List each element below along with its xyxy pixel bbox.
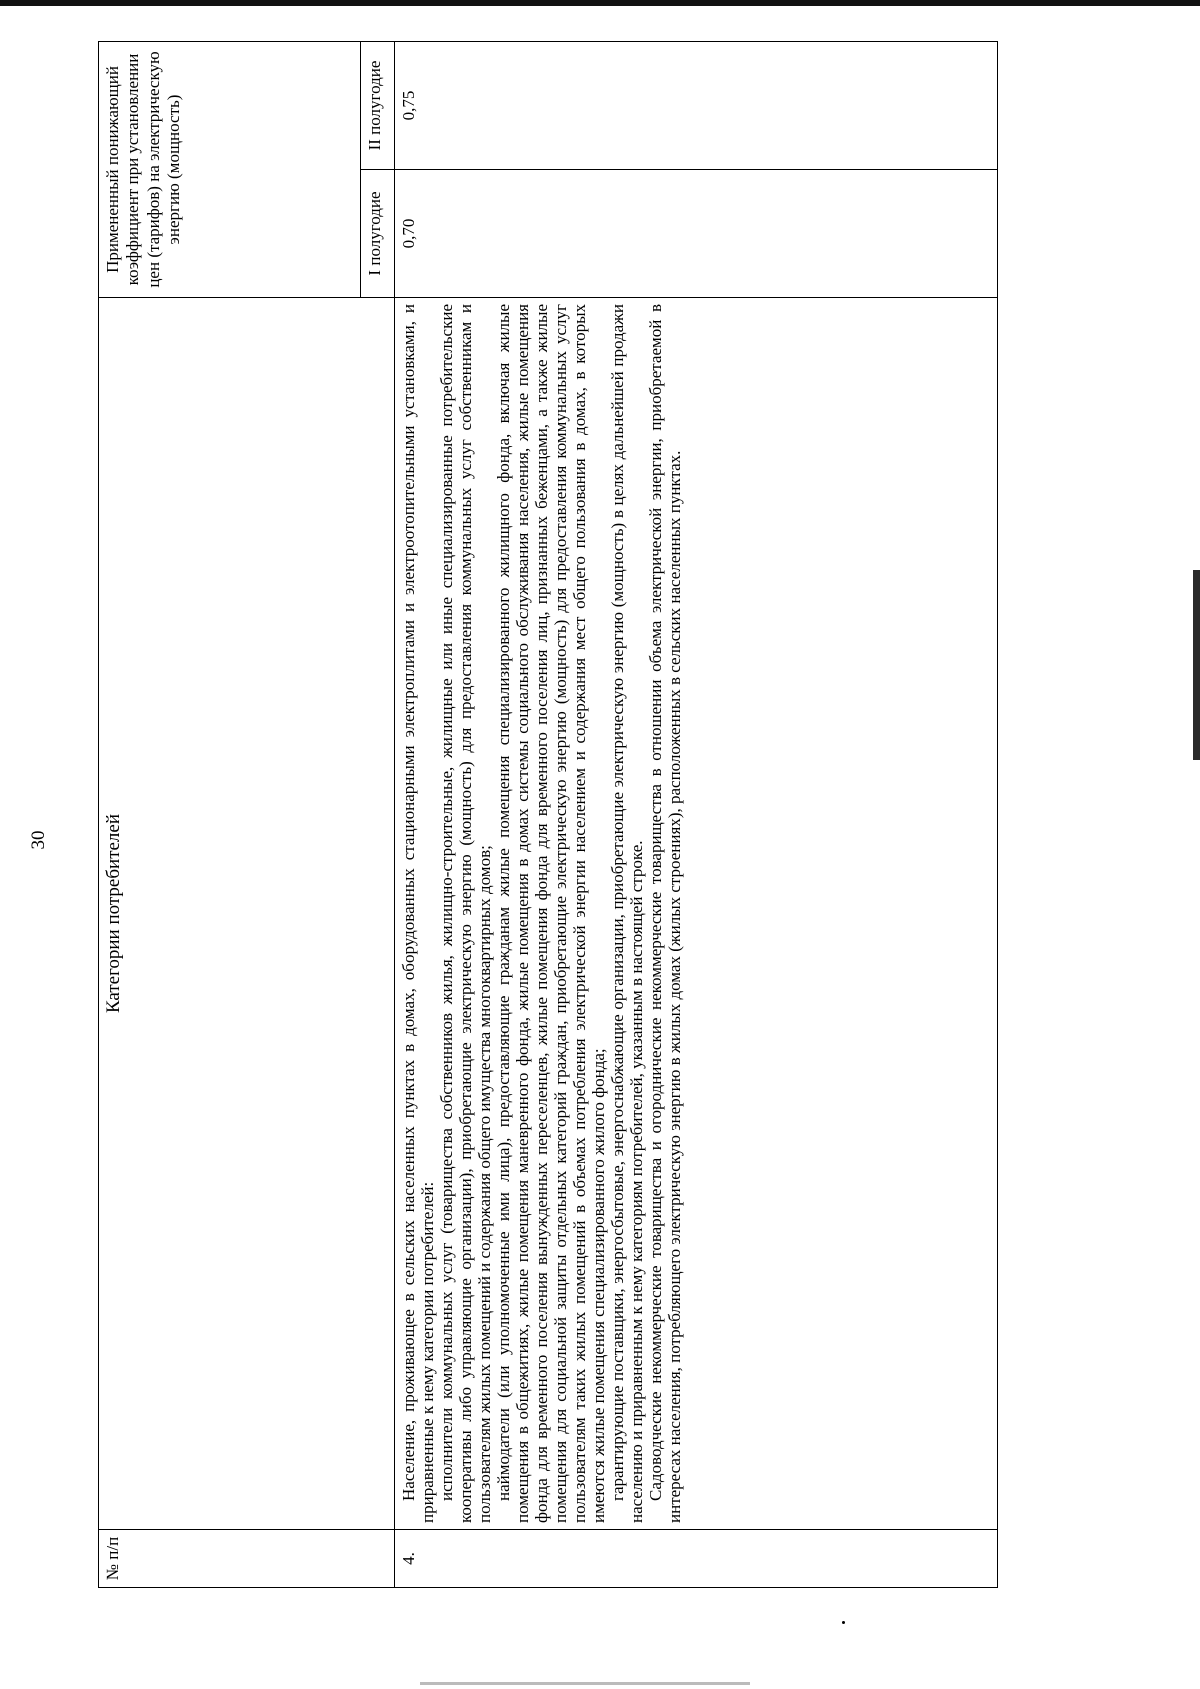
header-coefficient: Примененный понижающий коэффициент при установлении цен (тарифов) на электрическую энергию (мощность) <box>99 41 361 297</box>
row-coefficient-half-1: 0,70 <box>395 170 998 298</box>
tariff-coefficient-table <box>98 41 998 1588</box>
category-paragraph: наймодатели (или уполномоченные ими лица), предоставляющие гражданам жилые помещения специализированного жилищного фонда, включая жилые помещения в общежитиях, жилые помещения маневренного фонда, жилые помещения в домах системы социального обслуживания населения, жилые помещения фонда для временного поселения вынужденных переселенцев, жилые помещения фонда для временного поселения лиц, признанных беженцами, а также жилые помещения для социальной защиты отдельных категорий граждан, приобретающие электрическую энергию (мощность) для предоставления коммунальных услуг пользователям таких жилых помещений в объемах потребления электрической энергии населением и содержания мест общего пользования в домах, в которых имеются жилые помещения специализированного жилого фонда; <box>494 304 609 1523</box>
table-row <box>395 41 998 1587</box>
category-paragraph: исполнители коммунальных услуг (товарищества собственников жилья, жилищно-строительные, жилищные или иные специализированные потребительские кооперативы либо управляющие организации), приобретающие электрическую энергию (мощность) для предоставления коммунальных услуг собственникам и пользователям жилых помещений и содержания общего имущества многоквартирных домов; <box>437 304 495 1523</box>
table-header-row <box>99 41 361 1587</box>
row-coefficient-half-2: 0,75 <box>395 41 998 169</box>
header-category: Категории потребителей <box>99 298 395 1530</box>
page-number: 30 <box>28 830 49 850</box>
header-number: № п/п <box>99 1530 395 1588</box>
row-category-text <box>395 298 998 1530</box>
category-paragraph: гарантирующие поставщики, энергосбытовые, энергоснабжающие организации, приобретающие электрическую энергию (мощность) в целях дальнейшей продажи населению и приравненным к нему категориям потребителей, указанным в настоящей строке. <box>608 304 647 1523</box>
header-half-2: II полугодие <box>361 41 395 169</box>
category-paragraph: Садоводческие некоммерческие товарищества и огороднические некоммерческие товарищества в отношении объема электрической энергии, приобретаемой в интересах населения, потребляющего электрическую энергию в жилых домах (жилых строениях), расположенных в сельских населенных пунктах. <box>646 304 685 1523</box>
row-number: 4. <box>395 1530 998 1588</box>
header-half-1: I полугодие <box>361 170 395 298</box>
category-paragraph: Население, проживающее в сельских населенных пунктах в домах, оборудованных стационарными электроплитами и электроотопительными установками, и приравненные к нему категории потребителей: <box>399 304 438 1523</box>
tariff-table-wrapper <box>98 42 998 1588</box>
